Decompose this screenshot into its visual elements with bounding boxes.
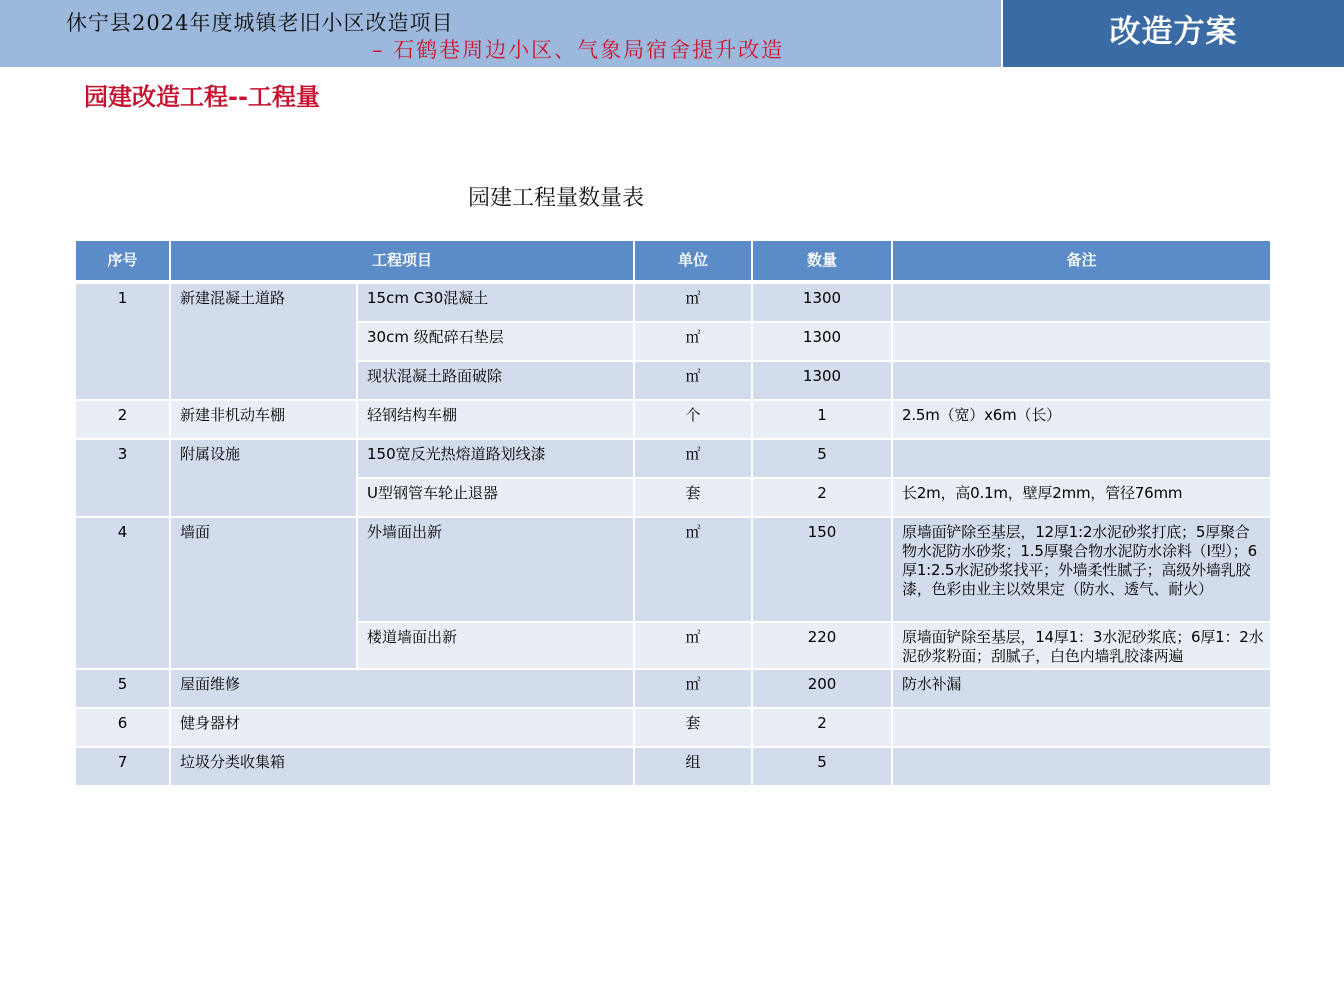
cell-remark	[892, 439, 1271, 478]
cell-seq: 3	[75, 439, 170, 517]
cell-seq: 7	[75, 747, 170, 786]
cell-unit: 套	[634, 478, 752, 517]
cell-qty: 1300	[752, 361, 892, 400]
header-qty: 数量	[752, 240, 892, 282]
table-row	[75, 747, 1271, 786]
cell-subitem: 楼道墙面出新	[357, 622, 634, 669]
cell-remark	[892, 282, 1271, 322]
table-row	[75, 282, 1271, 322]
cell-item: 屋面维修	[170, 669, 634, 708]
cell-qty: 5	[752, 747, 892, 786]
cell-remark: 原墙面铲除至基层，12厚1:2水泥砂浆打底；5厚聚合物水泥防水砂浆；1.5厚聚合物水泥防水涂料（Ⅰ型）；6厚1:2.5水泥砂浆找平；外墙柔性腻子；高级外墙乳胶漆，色彩由业主以效果定（防水、透气、耐火）	[892, 517, 1271, 622]
cell-remark	[892, 708, 1271, 747]
cell-remark	[892, 361, 1271, 400]
cell-qty: 1300	[752, 322, 892, 361]
cell-qty: 200	[752, 669, 892, 708]
table-header-row	[75, 240, 1271, 282]
header-remark: 备注	[892, 240, 1271, 282]
cell-seq: 2	[75, 400, 170, 439]
cell-remark	[892, 322, 1271, 361]
cell-item: 健身器材	[170, 708, 634, 747]
table-row	[75, 517, 1271, 622]
cell-qty: 220	[752, 622, 892, 669]
cell-item: 墙面	[170, 517, 357, 669]
cell-seq: 1	[75, 282, 170, 400]
cell-unit: ㎡	[634, 517, 752, 622]
cell-unit: ㎡	[634, 361, 752, 400]
cell-unit: 套	[634, 708, 752, 747]
cell-remark: 2.5m（宽）x6m（长）	[892, 400, 1271, 439]
table-row	[75, 708, 1271, 747]
cell-qty: 2	[752, 708, 892, 747]
cell-remark: 长2m，高0.1m，壁厚2mm，管径76mm	[892, 478, 1271, 517]
cell-subitem: U型钢管车轮止退器	[357, 478, 634, 517]
section-title: 园建改造工程--工程量	[84, 83, 320, 111]
header-unit: 单位	[634, 240, 752, 282]
table-row	[75, 439, 1271, 478]
cell-item: 新建混凝土道路	[170, 282, 357, 400]
project-title: 休宁县2024年度城镇老旧小区改造项目	[66, 11, 454, 35]
cell-subitem: 15cm C30混凝土	[357, 282, 634, 322]
cell-subitem: 外墙面出新	[357, 517, 634, 622]
cell-seq: 6	[75, 708, 170, 747]
cell-unit: ㎡	[634, 322, 752, 361]
quantity-table	[74, 239, 1272, 787]
cell-qty: 2	[752, 478, 892, 517]
cell-subitem: 150宽反光热熔道路划线漆	[357, 439, 634, 478]
cell-subitem: 现状混凝土路面破除	[357, 361, 634, 400]
cell-unit: ㎡	[634, 282, 752, 322]
cell-unit: ㎡	[634, 439, 752, 478]
cell-item: 新建非机动车棚	[170, 400, 357, 439]
header-seq: 序号	[75, 240, 170, 282]
cell-seq: 5	[75, 669, 170, 708]
header-item: 工程项目	[170, 240, 634, 282]
cell-qty: 1300	[752, 282, 892, 322]
cell-subitem: 轻钢结构车棚	[357, 400, 634, 439]
cell-unit: 个	[634, 400, 752, 439]
cell-item: 附属设施	[170, 439, 357, 517]
cell-unit: ㎡	[634, 669, 752, 708]
cell-remark	[892, 747, 1271, 786]
cell-seq: 4	[75, 517, 170, 669]
cell-unit: ㎡	[634, 622, 752, 669]
table-row	[75, 400, 1271, 439]
table-row	[75, 669, 1271, 708]
cell-remark: 防水补漏	[892, 669, 1271, 708]
cell-unit: 组	[634, 747, 752, 786]
cell-qty: 5	[752, 439, 892, 478]
cell-qty: 1	[752, 400, 892, 439]
table-title: 园建工程量数量表	[467, 186, 644, 211]
project-subtitle: – 石鹤巷周边小区、气象局宿舍提升改造	[372, 38, 785, 62]
cell-item: 垃圾分类收集箱	[170, 747, 634, 786]
cell-remark: 原墙面铲除至基层，14厚1：3水泥砂浆底；6厚1：2水泥砂浆粉面；刮腻子，白色内墙乳胶漆两遍	[892, 622, 1271, 669]
cell-subitem: 30cm 级配碎石垫层	[357, 322, 634, 361]
scheme-label: 改造方案	[1109, 14, 1238, 50]
cell-qty: 150	[752, 517, 892, 622]
